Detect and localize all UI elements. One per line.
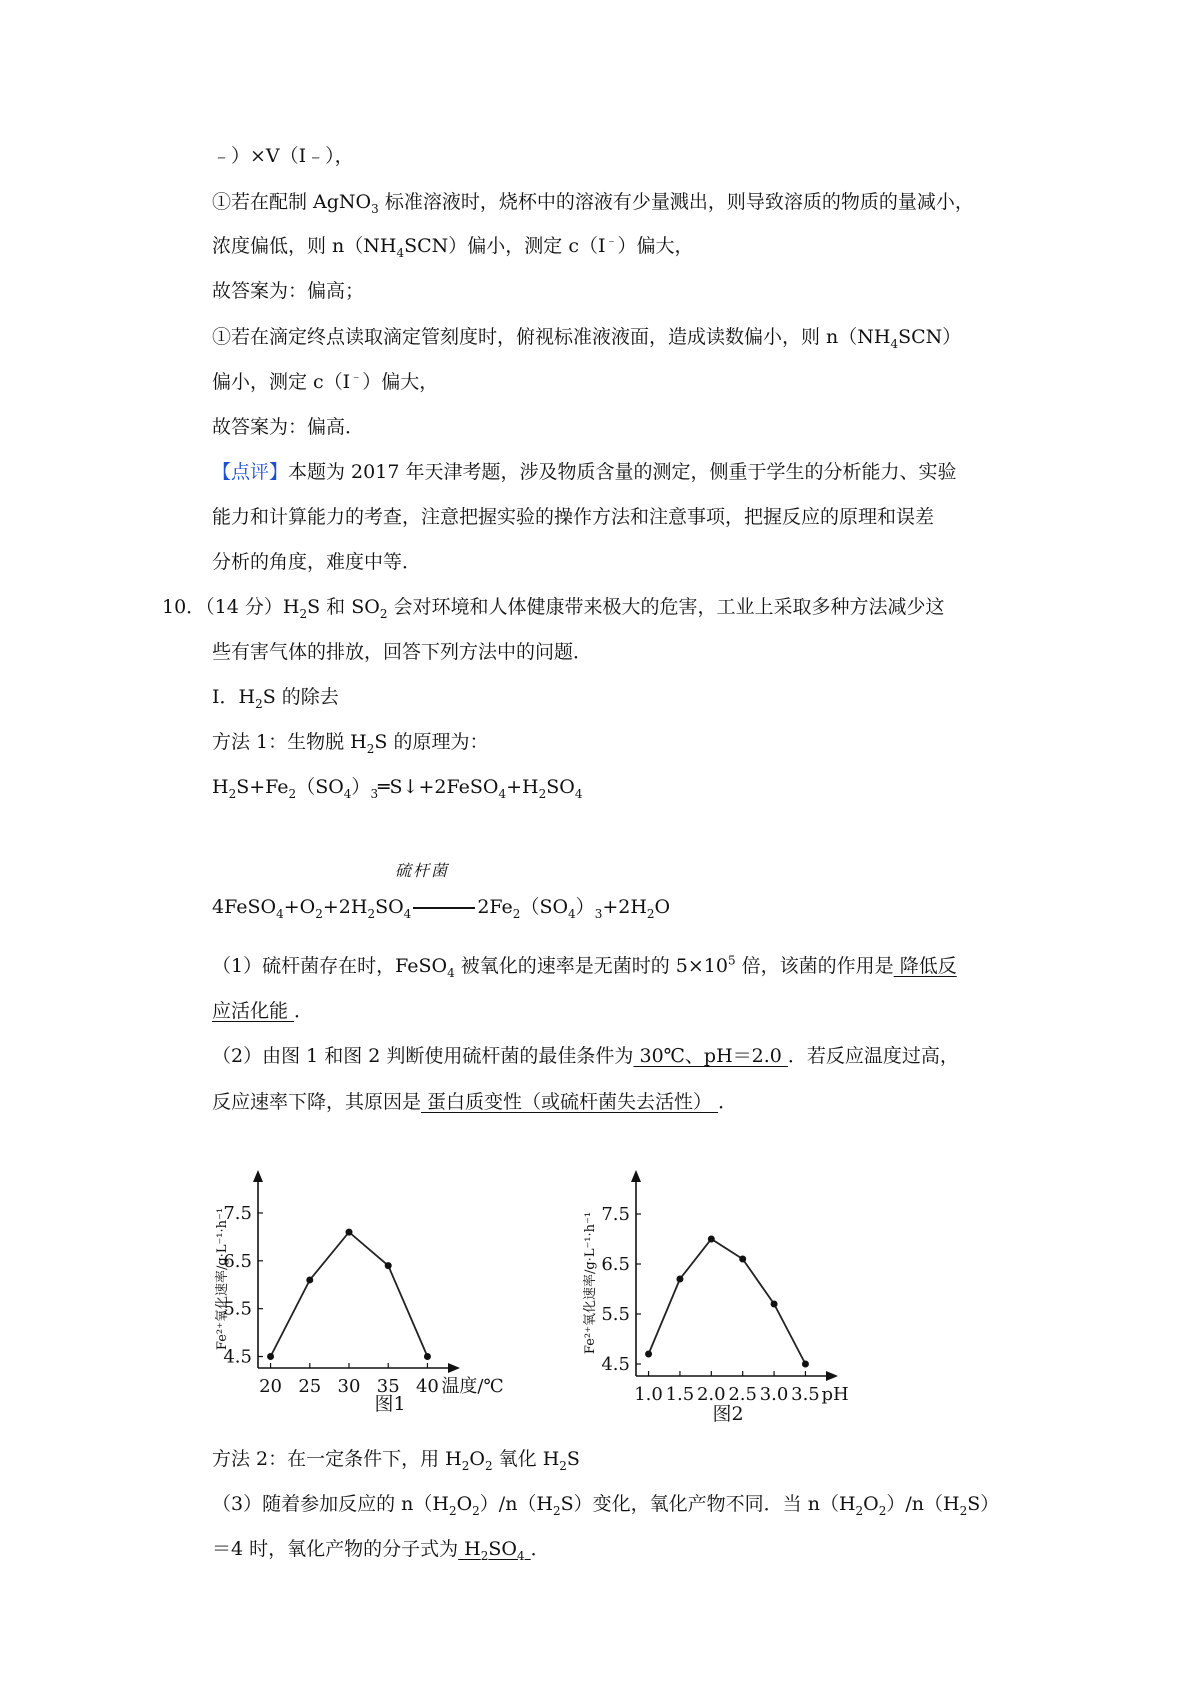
- y-tick-label: 6.5: [601, 1254, 630, 1275]
- x-tick-label: 40: [415, 1376, 439, 1397]
- question-2-cont: 反应速率下降，其原因是 蛋白质变性（或硫杆菌失去活性） ．: [212, 1091, 738, 1113]
- data-point: [645, 1351, 652, 1358]
- y-axis-arrow: [631, 1170, 641, 1182]
- data-point: [802, 1361, 809, 1368]
- question-2: （2）由图 1 和图 2 判断使用硫杆菌的最佳条件为 30℃、pH＝2.0 ．若反应温度过高，: [212, 1045, 959, 1067]
- comment-line: 【点评】本题为 2017 年天津考题，涉及物质含量的测定，侧重于学生的分析能力、实验: [212, 461, 957, 483]
- method-2: 方法 2：在一定条件下，用 $H_2O_2$ 氧化 $H_2S$: [212, 1448, 580, 1473]
- x-tick-label: 2.0: [696, 1384, 726, 1405]
- answer-1-cont: 应活化能: [212, 1000, 295, 1022]
- y-axis-arrow: [253, 1170, 263, 1182]
- x-axis-label: 温度/℃: [441, 1376, 504, 1397]
- reaction-arrow: [413, 907, 475, 909]
- data-point: [771, 1301, 778, 1308]
- series-line: [271, 1232, 428, 1356]
- question-3-cont: ＝4 时，氧化产物的分子式为 $H_2SO_4$ ．: [212, 1538, 550, 1563]
- chart-figure-1: [210, 1150, 600, 1420]
- data-point: [346, 1229, 353, 1236]
- x-tick-label: 1.0: [634, 1384, 663, 1405]
- y-tick-label: 5.5: [223, 1298, 252, 1320]
- x-axis-label: pH: [821, 1384, 849, 1405]
- question-1: （1）硫杆菌存在时，FeSO$_4$ 被氧化的速率是无菌时的 $5\times 10^5$ 倍，该菌的作用是 降低反: [212, 953, 957, 980]
- y-axis-label: Fe²⁺氧化速率/g·L⁻¹·h⁻¹: [583, 1211, 598, 1355]
- equation-2: $4FeSO_4+O_2+2H_2SO_4$ $2Fe_2(SO_4)_3+2H_2O$: [212, 896, 671, 921]
- y-tick-label: 6.5: [223, 1250, 252, 1272]
- text-line: 偏小，测定 c（I﹣）偏大，: [212, 369, 439, 393]
- series-line: [649, 1239, 806, 1364]
- text-line: 能力和计算能力的考查，注意把握实验的操作方法和注意事项，把握反应的原理和误差: [212, 506, 935, 528]
- chart-figure-2: [578, 1150, 938, 1430]
- text-line: 方法 1：生物脱 $H_2S$ 的原理为：: [212, 731, 489, 756]
- data-point: [676, 1276, 683, 1283]
- answer-1: 降低反: [893, 955, 957, 977]
- x-tick-label: 30: [337, 1376, 361, 1397]
- figure-caption: 图1: [374, 1393, 406, 1415]
- x-tick-label: 2.5: [728, 1384, 758, 1405]
- text-line: ①若在配制 AgNO$_3$ 标准溶液时，烧杯中的溶液有少量溅出，则导致溶质的物质的量减小，: [212, 191, 974, 216]
- answer-3: $H_2SO_4$: [458, 1538, 525, 1563]
- x-tick-label: 1.5: [665, 1384, 695, 1405]
- y-tick-label: 7.5: [601, 1204, 630, 1225]
- x-tick-label: 20: [259, 1376, 283, 1397]
- catalyst-label: 硫杆菌: [395, 861, 450, 880]
- y-tick-label: 7.5: [223, 1202, 252, 1224]
- x-tick-label: 3.5: [791, 1384, 820, 1405]
- y-axis-label: Fe²⁺氧化速率/g·L⁻¹·h⁻¹: [215, 1207, 230, 1351]
- answer-2b: 蛋白质变性（或硫杆菌失去活性）: [421, 1091, 719, 1113]
- x-tick-label: 3.0: [759, 1384, 789, 1405]
- data-point: [385, 1262, 392, 1269]
- data-point: [267, 1353, 274, 1360]
- text-line: 故答案为：偏高．: [212, 416, 365, 438]
- section-heading: Ⅰ．$H_2S$ 的除去: [212, 686, 339, 711]
- equation-1: $H_2S+Fe_2(SO_4)_3═S↓+2FeSO_4+H_2SO_4$: [212, 776, 583, 801]
- x-axis-arrow: [826, 1371, 838, 1381]
- question-title: 10．（14 分）$H_2S$ 和 $SO_2$ 会对环境和人体健康带来极大的危害，工业上采取多种方法减少这: [162, 596, 945, 621]
- x-tick-label: 25: [298, 1376, 322, 1397]
- answer-2: 30℃、pH＝2.0: [633, 1045, 788, 1067]
- y-tick-label: 4.5: [601, 1354, 630, 1375]
- y-tick-label: 5.5: [601, 1304, 630, 1325]
- data-point: [306, 1276, 313, 1283]
- y-tick-label: 4.5: [223, 1346, 252, 1368]
- question-3: （3）随着参加反应的 $n(H_2O_2)/n(H_2S)$变化，氧化产物不同．当 $n(H_2O_2)/n(H_2S)$: [212, 1493, 1000, 1518]
- text-line: 些有害气体的排放，回答下列方法中的问题．: [212, 641, 593, 663]
- text-line: 分析的角度，难度中等．: [212, 551, 422, 573]
- text-line: ﹣）×V（I﹣），: [212, 145, 354, 167]
- text-line: 故答案为：偏高；: [212, 280, 365, 302]
- x-tick-label: 35: [376, 1376, 400, 1397]
- data-point: [424, 1353, 431, 1360]
- figure-caption: 图2: [712, 1403, 744, 1425]
- question-1-cont: 应活化能 ．: [212, 1000, 314, 1022]
- x-axis-arrow: [448, 1363, 460, 1373]
- data-point: [739, 1256, 746, 1263]
- data-point: [708, 1236, 715, 1243]
- text-line: ①若在滴定终点读取滴定管刻度时，俯视标准液液面，造成读数偏小，则 $n(NH_4SCN)$: [212, 326, 962, 351]
- text-line: 浓度偏低，则 $n(NH_4SCN)$偏小，测定 c（I﹣）偏大，: [212, 233, 694, 260]
- comment-tag: 【点评】: [212, 461, 289, 483]
